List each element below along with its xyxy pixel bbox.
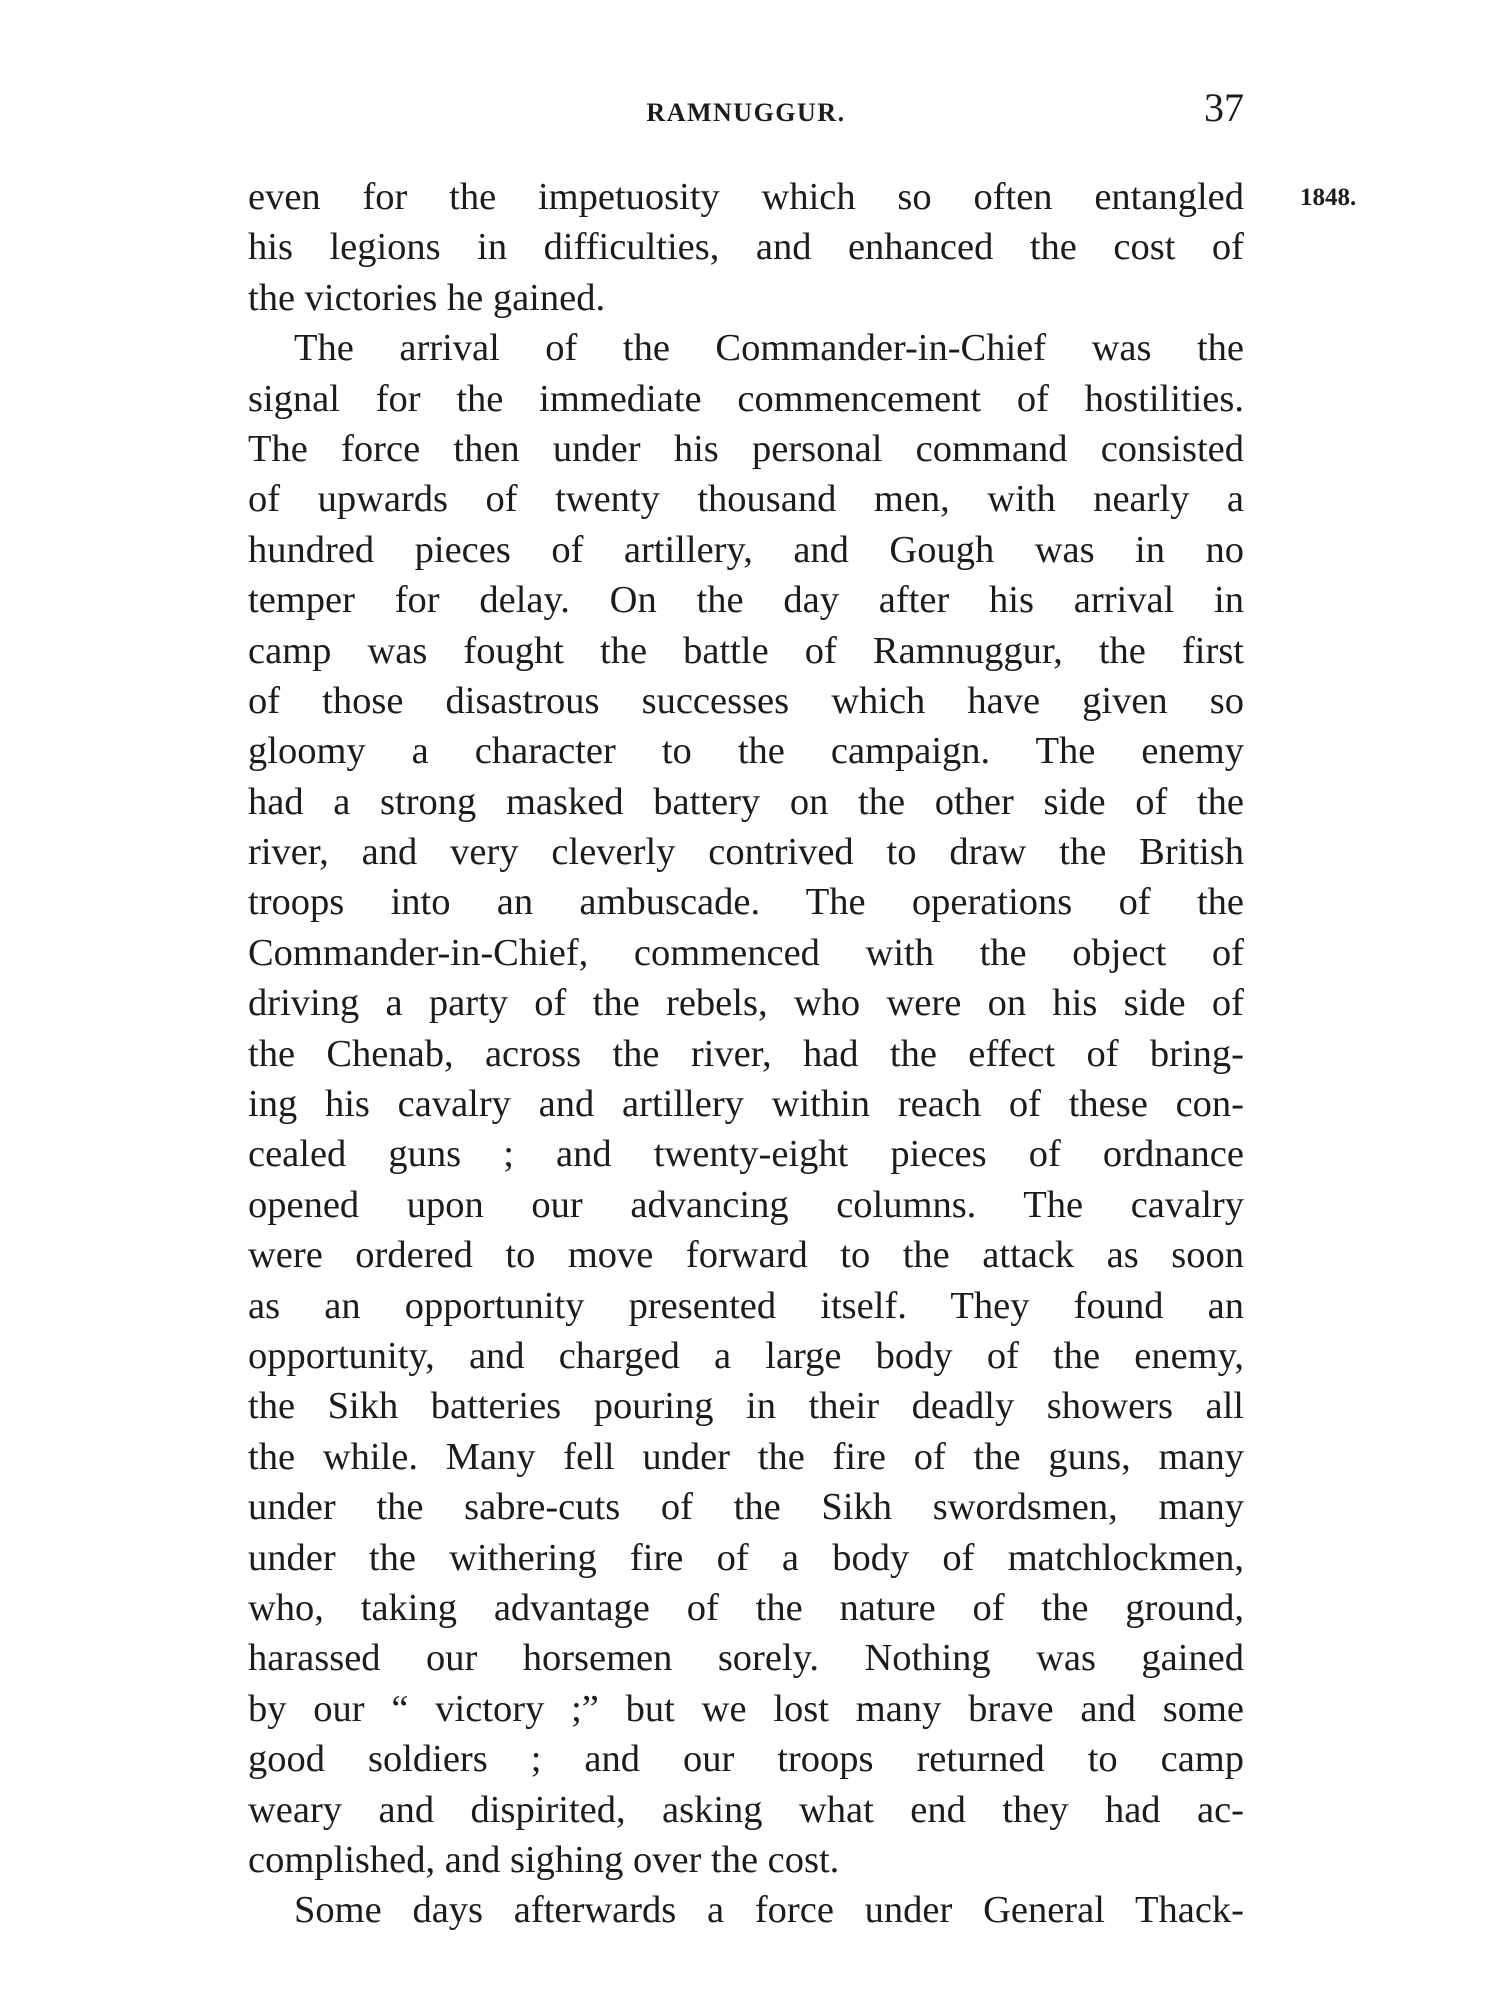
text-line: of those disastrous successes which have given so [248,679,1244,722]
text-line: Some days afterwards a force under General Thack- [294,1889,1244,1932]
running-head [248,84,1244,134]
text-line: Commander-in-Chief, commenced with the object of [248,931,1244,974]
text-line: even for the impetuosity which so often entangled [248,176,1244,218]
text-line: weary and dispirited, asking what end they had ac- [248,1788,1244,1831]
text-line: by our “ victory ;” but we lost many brave and some [248,1687,1244,1730]
text-line: harassed our horsemen sorely. Nothing was gained [248,1637,1244,1680]
text-line: The force then under his personal command consisted [248,427,1244,470]
text-line: as an opportunity presented itself. They found an [248,1284,1244,1327]
text-line: under the sabre-cuts of the Sikh swordsmen, many [248,1486,1244,1529]
text-line: had a strong masked battery on the other side of the [248,780,1244,823]
text-line: his legions in difficulties, and enhanced the cost of [248,226,1244,269]
text-line: ing his cavalry and artillery within reach of these con- [248,1083,1244,1126]
text-line: signal for the immediate commencement of hostilities. [248,377,1244,420]
text-line: complished, and sighing over the cost. [248,1838,840,1881]
text-line: gloomy a character to the campaign. The enemy [248,730,1244,773]
text-line: the Sikh batteries pouring in their deadly showers all [248,1385,1244,1428]
text-line: under the withering fire of a body of matchlockmen, [248,1536,1244,1579]
text-line: camp was fought the battle of Ramnuggur, the first [248,629,1244,672]
text-line: troops into an ambuscade. The operations of the [248,881,1244,924]
text-line: the while. Many fell under the fire of the guns, many [248,1435,1244,1478]
text-line: the victories he gained. [248,276,606,319]
body-text [248,172,1244,1936]
text-line: who, taking advantage of the nature of the ground, [248,1586,1244,1629]
text-line: The arrival of the Commander-in-Chief was the [294,327,1244,370]
text-line: of upwards of twenty thousand men, with nearly a [248,478,1244,521]
page-number: 37 [1204,85,1244,130]
text-line: river, and very cleverly contrived to draw the British [248,831,1244,874]
text-line: the Chenab, across the river, had the effect of bring- [248,1032,1244,1075]
text-line: good soldiers ; and our troops returned to camp [248,1738,1244,1781]
text-line: cealed guns ; and twenty-eight pieces of ordnance [248,1133,1244,1176]
text-line: were ordered to move forward to the attack as soon [248,1234,1244,1277]
running-title: RAMNUGGUR. [646,98,846,127]
text-line: temper for delay. On the day after his arrival in [248,579,1244,622]
text-line: opened upon our advancing columns. The cavalry [248,1183,1244,1226]
text-line: hundred pieces of artillery, and Gough was in no [248,528,1244,571]
margin-year-note: 1848. [1300,184,1357,211]
text-line: driving a party of the rebels, who were on his side of [248,982,1244,1025]
text-line: opportunity, and charged a large body of the enemy, [248,1334,1244,1377]
